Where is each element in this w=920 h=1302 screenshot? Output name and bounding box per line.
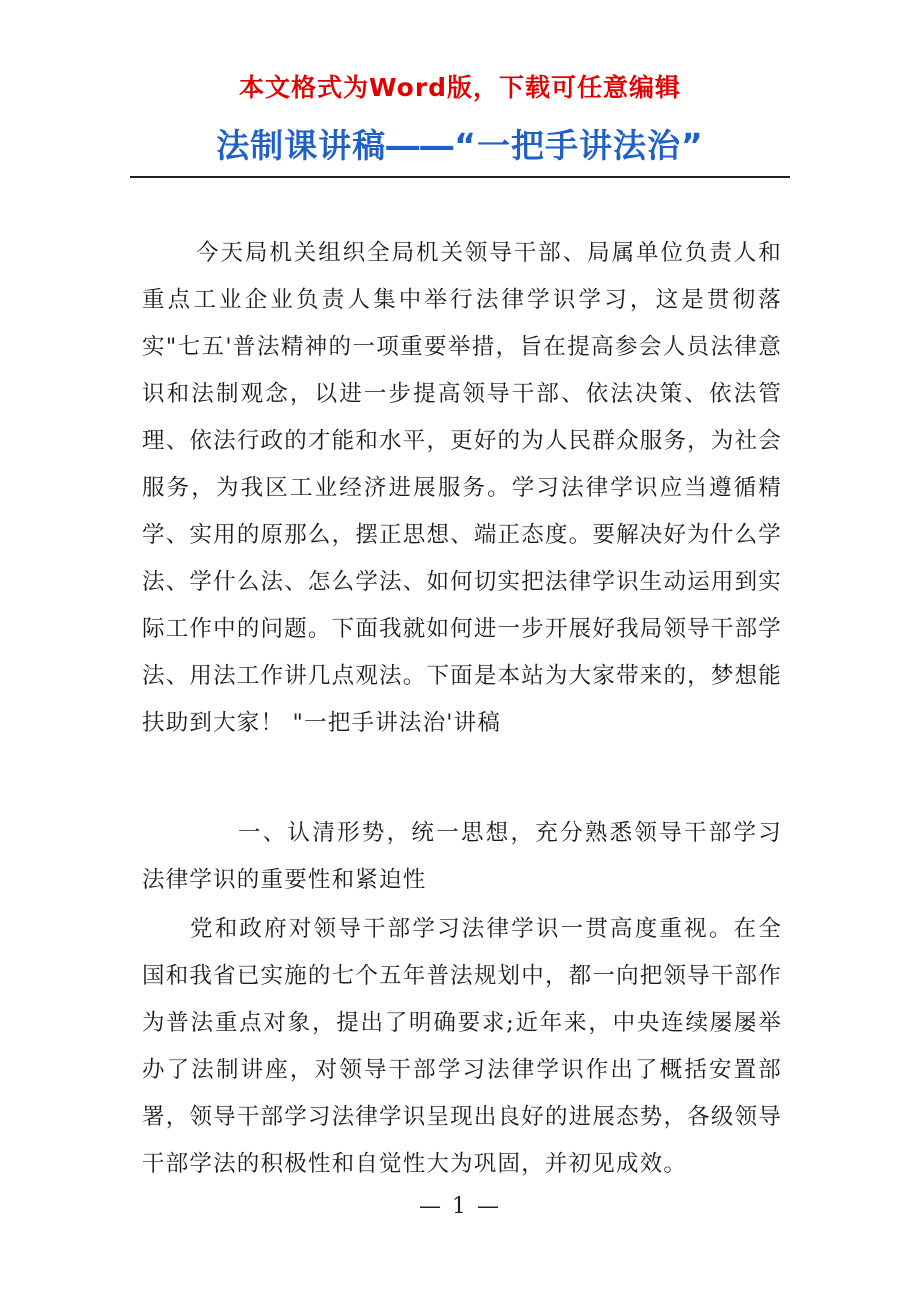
- intro-paragraph: 今天局机关组织全局机关领导干部、局属单位负责人和重点工业企业负责人集中举行法律学识学习，这是贯彻落实"七五'普法精神的一项重要举措，旨在提高参会人员法律意识和法制观念，以进一步提高领导干部、依法决策、依法管理、依法行政的才能和水平，更好的为人民群众服务，为社会服务，为我区工业经济进展服务。学习法律学识应当遵循精学、实用的原那么，摆正思想、端正态度。要解决好为什么学法、学什么法、怎么学法、如何切实把法律学识生动运用到实际工作中的问题。下面我就如何进一步开展好我局领导干部学法、用法工作讲几点观法。下面是本站为大家带来的，梦想能扶助到大家！ "一把手讲法治'讲稿: [142, 240, 782, 736]
- title-divider: [130, 176, 790, 178]
- format-notice: 本文格式为Word版，下载可任意编辑: [238, 73, 682, 102]
- section-heading: 一、认清形势，统一思想，充分熟悉领导干部学习法律学识的重要性和紧迫性: [142, 820, 782, 893]
- section-paragraph: 党和政府对领导干部学习法律学识一贯高度重视。在全国和我省已实施的七个五年普法规划中，都一向把领导干部作为普法重点对象，提出了明确要求;近年来，中央连续屡屡举办了法制讲座，对领导干部学习法律学识作出了概括安置部署，领导干部学习法律学识呈现出良好的进展态势，各级领导干部学法的积极性和自觉性大为巩固，并初见成效。: [142, 916, 782, 1177]
- page-number: — 1 —: [419, 1194, 501, 1219]
- document-title: 法制课讲稿――“一把手讲法治”: [216, 126, 704, 165]
